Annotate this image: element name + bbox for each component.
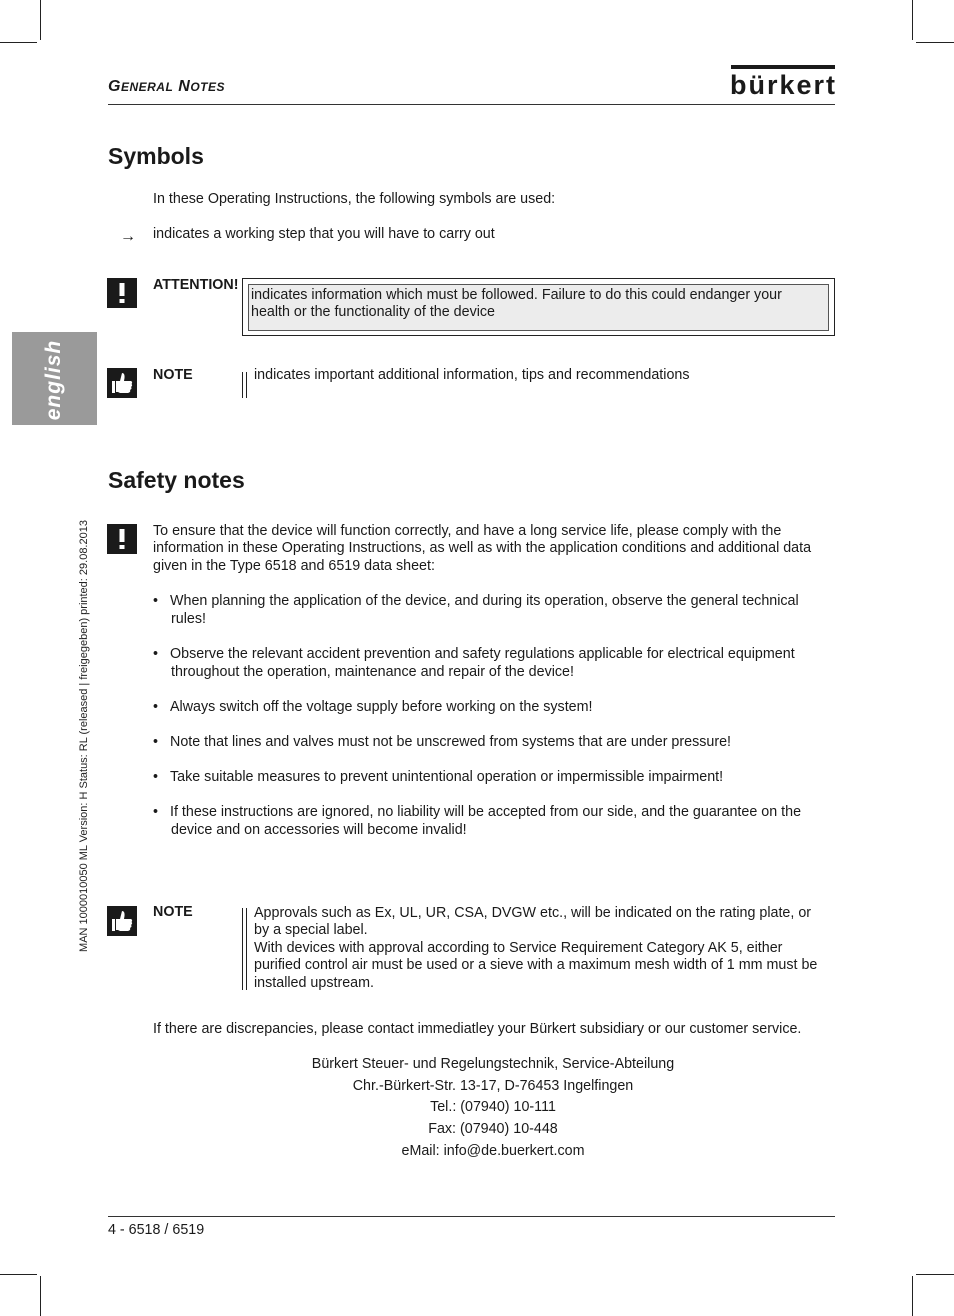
list-item: If these instructions are ignored, no liability will be accepted from our side, and the guarantee on the	[170, 804, 802, 820]
list-item: Note that lines and valves must not be unscrewed from systems that are under pressure!	[170, 734, 732, 750]
list-item: throughout the operation, maintenance and repair of the device!	[171, 664, 574, 680]
bullet-glyph: •	[153, 804, 159, 820]
list-item: Always switch off the voltage supply before working on the system!	[170, 699, 593, 715]
symbols-intro: In these Operating Instructions, the following symbols are used:	[153, 191, 556, 207]
contact-email: eMail: info@de.buerkert.com	[401, 1143, 585, 1159]
document-version-info: MAN 1000010050 ML Version: H Status: RL (released | freigegeben) printed: 29.08.2013	[78, 520, 90, 952]
note-text: indicates important additional information, tips and recommendations	[254, 367, 690, 383]
note-bar	[242, 908, 243, 990]
crop-mark	[912, 1276, 913, 1316]
list-item: rules!	[171, 611, 206, 627]
note-label: NOTE	[153, 367, 193, 383]
list-item: When planning the application of the device, and during its operation, observe the general technical	[170, 593, 799, 609]
arrow-icon: →	[120, 228, 136, 245]
language-tab	[12, 332, 97, 425]
attention-text: health or the functionality of the device	[251, 304, 495, 320]
safety-intro: given in the Type 6518 and 6519 data sheet:	[153, 558, 435, 574]
attention-label: ATTENTION!	[153, 277, 239, 293]
page-section-title	[108, 78, 225, 96]
header-rule	[108, 104, 835, 105]
note-text: by a special label.	[254, 922, 368, 938]
note-text: Approvals such as Ex, UL, UR, CSA, DVGW etc., will be indicated on the rating plate, or	[254, 905, 812, 921]
burkert-logo	[730, 64, 836, 98]
contact-address: Chr.-Bürkert-Str. 13-17, D-76453 Ingelfingen	[352, 1078, 634, 1094]
crop-mark	[0, 42, 37, 43]
footer-rule	[108, 1216, 835, 1217]
contact-fax: Fax: (07940) 10-448	[428, 1121, 558, 1137]
note-bar	[246, 908, 247, 990]
contact-tel: Tel.: (07940) 10-111	[430, 1099, 556, 1115]
step-text: indicates a working step that you will have to carry out	[153, 226, 495, 242]
crop-mark	[912, 0, 913, 40]
note-text: installed upstream.	[254, 975, 374, 991]
crop-mark	[916, 1274, 954, 1275]
crop-mark	[0, 1274, 37, 1275]
title-initial: N	[178, 78, 191, 95]
list-item: Observe the relevant accident prevention and safety regulations applicable for electrical equipment	[170, 646, 795, 662]
safety-intro: To ensure that the device will function correctly, and have a long service life, please comply with the	[153, 523, 782, 539]
list-item: device and on accessories will become invalid!	[171, 822, 467, 838]
bullet-glyph: •	[153, 593, 159, 609]
crop-mark	[916, 42, 954, 43]
bullet-glyph: •	[153, 734, 159, 750]
thumbs-up-icon	[107, 368, 137, 398]
bullet-glyph: •	[153, 769, 159, 785]
note-text: With devices with approval according to Service Requirement Category AK 5, either	[254, 940, 783, 956]
list-item: Take suitable measures to prevent unintentional operation or impermissible impairment!	[170, 769, 724, 785]
safety-intro: information in these Operating Instructions, as well as with the application conditions and additional data	[153, 540, 812, 556]
title-rest: ENERAL	[120, 80, 174, 94]
safety-heading: Safety notes	[108, 467, 245, 493]
attention-icon	[107, 278, 137, 308]
page-number: 4 - 6518 / 6519	[108, 1222, 205, 1238]
svg-text:bürkert: bürkert	[730, 70, 835, 98]
note-text: purified control air must be used or a sieve with a maximum mesh width of 1 mm must be	[254, 957, 818, 973]
attention-text: indicates information which must be followed. Failure to do this could endanger your	[251, 287, 782, 303]
thumbs-up-icon	[107, 906, 137, 936]
note-bar	[242, 372, 243, 398]
note-bar	[246, 372, 247, 398]
symbols-heading: Symbols	[108, 143, 204, 169]
bullet-glyph: •	[153, 699, 159, 715]
crop-mark	[40, 1276, 41, 1316]
note-label: NOTE	[153, 904, 193, 920]
title-initial: G	[108, 78, 121, 95]
attention-icon	[107, 524, 137, 554]
bullet-glyph: •	[153, 646, 159, 662]
contact-company: Bürkert Steuer- und Regelungstechnik, Service-Abteilung	[311, 1056, 675, 1072]
discrepancies-text: If there are discrepancies, please contact immediatley your Bürkert subsidiary or our customer service.	[153, 1021, 802, 1037]
crop-mark	[40, 0, 41, 40]
language-tab-label: english	[42, 339, 65, 421]
title-rest: OTES	[190, 80, 225, 94]
